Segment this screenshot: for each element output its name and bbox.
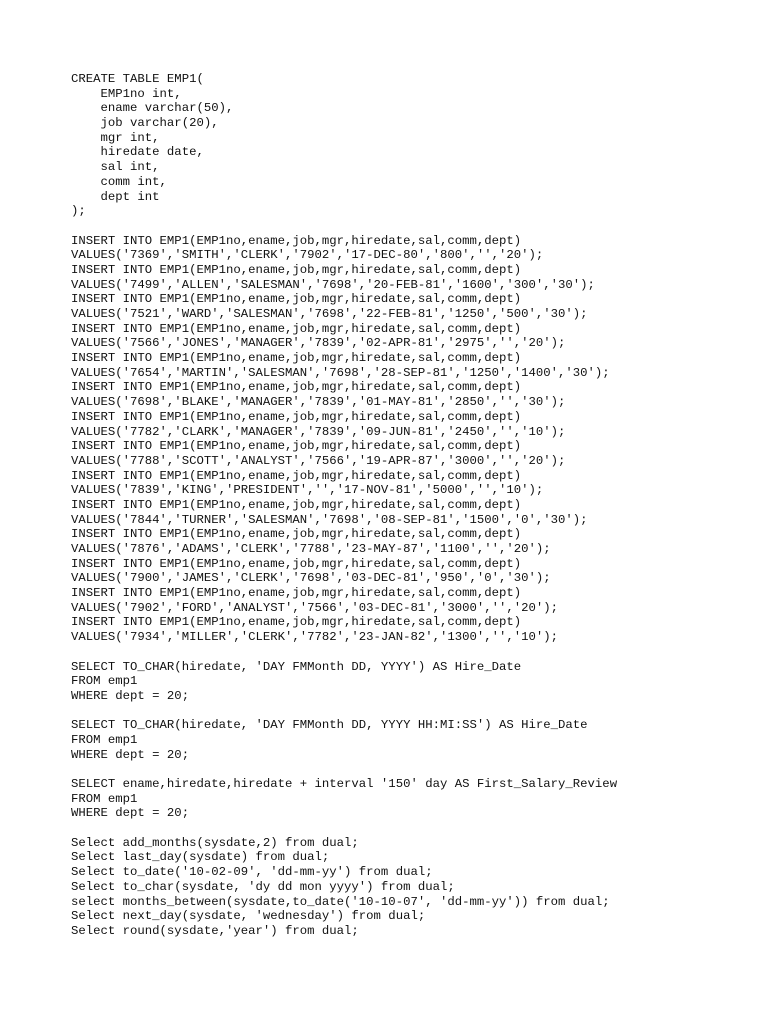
code-line: SELECT TO_CHAR(hiredate, 'DAY FMMonth DD, YYYY') AS Hire_Date [71,659,522,674]
code-line: comm int, [71,174,167,189]
code-line: FROM emp1 [71,732,138,747]
code-line: VALUES('7698','BLAKE','MANAGER','7839','01-MAY-81','2850','','30'); [71,395,566,410]
code-line: INSERT INTO EMP1(EMP1no,ename,job,mgr,hiredate,sal,comm,dept) [71,233,522,248]
code-line: sal int, [71,160,160,175]
code-line: VALUES('7566','JONES','MANAGER','7839','02-APR-81','2975','','20'); [71,336,566,351]
code-line: Select to_char(sysdate, 'dy dd mon yyyy') from dual; [71,879,455,894]
blank-line [71,821,617,836]
code-line: WHERE dept = 20; [71,688,190,703]
code-line: VALUES('7839','KING','PRESIDENT','','17-NOV-81','5000','','10'); [71,483,544,498]
code-line: WHERE dept = 20; [71,747,190,762]
create-table-section [71,72,617,219]
code-line: ename varchar(50), [71,101,234,116]
select-hire-date-section [71,660,617,704]
code-line: INSERT INTO EMP1(EMP1no,ename,job,mgr,hiredate,sal,comm,dept) [71,380,522,395]
select-salary-review-section [71,777,617,821]
code-line: VALUES('7876','ADAMS','CLERK','7788','23-MAY-87','1100','','20'); [71,542,551,556]
code-line: VALUES('7902','FORD','ANALYST','7566','03-DEC-81','3000','','20'); [71,600,559,615]
blank-line [71,219,617,234]
code-line: select months_between(sysdate,to_date('10-10-07', 'dd-mm-yy')) from dual; [71,894,610,909]
code-line: INSERT INTO EMP1(EMP1no,ename,job,mgr,hiredate,sal,comm,dept) [71,615,522,630]
code-line: Select last_day(sysdate) from dual; [71,850,330,865]
code-line: INSERT INTO EMP1(EMP1no,ename,job,mgr,hiredate,sal,comm,dept) [71,497,522,512]
blank-line [71,704,617,719]
code-line: ); [71,204,86,219]
code-line: INSERT INTO EMP1(EMP1no,ename,job,mgr,hiredate,sal,comm,dept) [71,321,522,336]
code-line: INSERT INTO EMP1(EMP1no,ename,job,mgr,hiredate,sal,comm,dept) [71,351,522,366]
code-line: CREATE TABLE EMP1( [71,72,204,86]
code-line: VALUES('7782','CLARK','MANAGER','7839','09-JUN-81','2450','','10'); [71,424,566,439]
code-line: VALUES('7369','SMITH','CLERK','7902','17-DEC-80','800','','20'); [71,248,544,263]
select-hire-date-time-section [71,718,617,762]
code-line: Select next_day(sysdate, 'wednesday') from dual; [71,909,426,924]
code-line: FROM emp1 [71,791,138,806]
code-line: INSERT INTO EMP1(EMP1no,ename,job,mgr,hiredate,sal,comm,dept) [71,439,522,454]
code-line: VALUES('7521','WARD','SALESMAN','7698','22-FEB-81','1250','500','30'); [71,307,588,321]
code-line: VALUES('7900','JAMES','CLERK','7698','03-DEC-81','950','0','30'); [71,571,551,586]
code-line: INSERT INTO EMP1(EMP1no,ename,job,mgr,hiredate,sal,comm,dept) [71,586,522,601]
code-line: VALUES('7788','SCOTT','ANALYST','7566','19-APR-87','3000','','20'); [71,453,566,468]
code-line: Select round(sysdate,'year') from dual; [71,923,359,938]
sql-code-block [71,72,617,939]
code-line: VALUES('7654','MARTIN','SALESMAN','7698','28-SEP-81','1250','1400','30'); [71,365,610,380]
code-line: VALUES('7844','TURNER','SALESMAN','7698','08-SEP-81','1500','0','30'); [71,512,588,527]
code-line: INSERT INTO EMP1(EMP1no,ename,job,mgr,hiredate,sal,comm,dept) [71,292,522,307]
date-functions-section [71,836,617,939]
code-line: INSERT INTO EMP1(EMP1no,ename,job,mgr,hiredate,sal,comm,dept) [71,468,522,483]
code-line: INSERT INTO EMP1(EMP1no,ename,job,mgr,hiredate,sal,comm,dept) [71,409,522,424]
insert-statements-section [71,234,617,645]
code-line: hiredate date, [71,145,204,160]
blank-line [71,645,617,660]
code-line: SELECT ename,hiredate,hiredate + interval '150' day AS First_Salary_Review [71,777,618,791]
code-line: Select add_months(sysdate,2) from dual; [71,835,359,850]
code-line: SELECT TO_CHAR(hiredate, 'DAY FMMonth DD, YYYY HH:MI:SS') AS Hire_Date [71,718,588,733]
code-line: INSERT INTO EMP1(EMP1no,ename,job,mgr,hiredate,sal,comm,dept) [71,556,522,571]
code-line: VALUES('7499','ALLEN','SALESMAN','7698','20-FEB-81','1600','300','30'); [71,277,595,292]
code-line: WHERE dept = 20; [71,806,190,821]
code-line: INSERT INTO EMP1(EMP1no,ename,job,mgr,hiredate,sal,comm,dept) [71,262,522,277]
code-line: FROM emp1 [71,674,138,689]
code-line: EMP1no int, [71,86,182,101]
code-line: Select to_date('10-02-09', 'dd-mm-yy') from dual; [71,865,433,880]
code-line: INSERT INTO EMP1(EMP1no,ename,job,mgr,hiredate,sal,comm,dept) [71,527,522,542]
code-line: mgr int, [71,130,160,145]
code-line: job varchar(20), [71,116,219,131]
code-line: dept int [71,189,160,204]
code-line: VALUES('7934','MILLER','CLERK','7782','23-JAN-82','1300','','10'); [71,630,559,645]
blank-line [71,762,617,777]
